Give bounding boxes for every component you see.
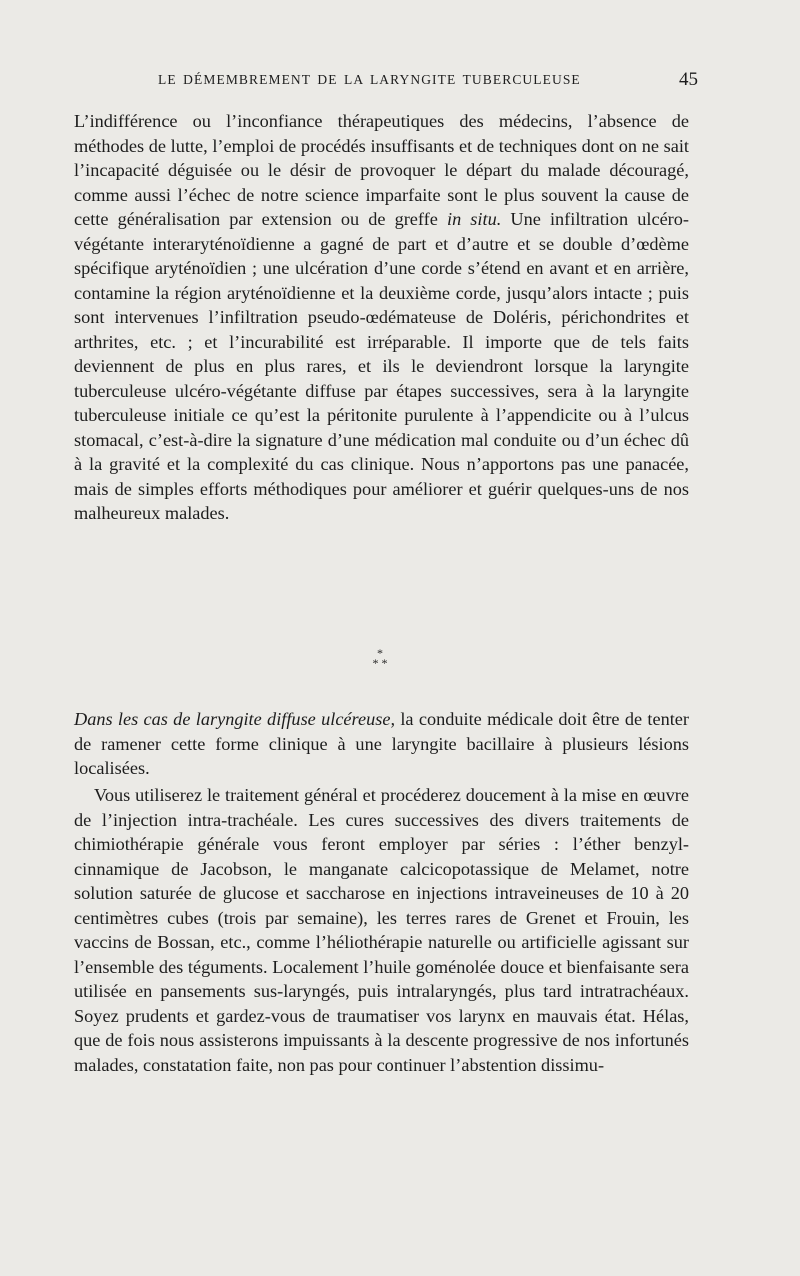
paragraph-2-text: la conduite médicale doit être de tenter de ramener cette forme clinique à une laryngite bacillaire à plusieurs lésions localisées.	[74, 709, 689, 778]
asterism: * * *	[372, 646, 388, 670]
paragraph-1-continuation: Une infiltration ulcéro-végétante interaryténoïdienne a gagné de part et d’autre et se double d’œdème spécifique aryténoïdien ; une ulcération d’une corde s’étend en avant et en arrière, contamine la région aryténoïdienne et la deuxième corde, jusqu’alors intacte ; puis sont intervenues l’infiltration pseudo-œdémateuse de Doléris, périchondrites et arthrites, etc. ; et l’incurabilité est irréparable. Il importe que de tels faits deviennent de plus en plus rares, et ils le deviendront lorsque la laryngite tuberculeuse ulcéro-végétante diffuse par étapes successives, sera à la laryngite tuberculeuse initiale ce qu’est la péritonite purulente à l’appendicite ou à l’ulcus stomacal, c’est-à-dire la signature d’une médication mal conduite ou d’un échec dû à la gravité et la complexité du cas clinique. Nous n’apportons pas une panacée, mais de simples efforts méthodiques pour améliorer et guérir quelques-uns de nos malheureux malades.	[74, 209, 689, 523]
running-head	[74, 69, 698, 94]
paragraph-2	[74, 707, 689, 781]
paragraph-3	[74, 783, 689, 1077]
paragraph-1	[74, 109, 689, 526]
paragraph-1-italic: in situ.	[446, 209, 502, 229]
paragraph-2-italic: Dans les cas de laryngite diffuse ulcéreuse,	[74, 709, 396, 729]
page-number: 45	[679, 69, 698, 90]
section-separator	[360, 648, 400, 668]
paragraph-1-text: L’indifférence ou l’inconfiance thérapeutiques des médecins, l’absence de méthodes de lutte, l’emploi de procédés insuffisants et de techniques dont on ne sait l’incapacité déguisée ou le désir de provoquer le départ du malade découragé, comme aussi l’échec de notre science imparfaite sont le plus souvent la cause de cette généralisation par extension ou de greffe	[74, 111, 689, 229]
paragraph-3-text: Vous utiliserez le traitement général et procéderez doucement à la mise en œuvre de l’injection intra-trachéale. Les cures successives des divers traitements de chimiothérapie générale vous feront employer par séries : l’éther benzyl-cinnamique de Jacobson, le manganate calcicopotassique de Melamet, notre solution saturée de glucose et saccharose en injections intraveineuses de 10 à 20 centimètres cubes (trois par semaine), les terres rares de Grenet et Frouin, les vaccins de Bossan, etc., comme l’héliothérapie naturelle ou artificielle agissant sur l’ensemble des téguments. Localement l’huile goménolée douce et bienfaisante sera utilisée en pansements sus-laryngés, puis intralaryngés, plus tard intratrachéaux. Soyez prudents et gardez-vous de traumatiser vos larynx en mauvais état. Hélas, que de fois nous assisterons impuissants à la descente progressive de nos infortunés malades, constatation faite, non pas pour continuer l’abstention dissimu-	[74, 785, 689, 1075]
running-title: LE DÉMEMBREMENT DE LA LARYNGITE TUBERCULEUSE	[158, 72, 581, 87]
